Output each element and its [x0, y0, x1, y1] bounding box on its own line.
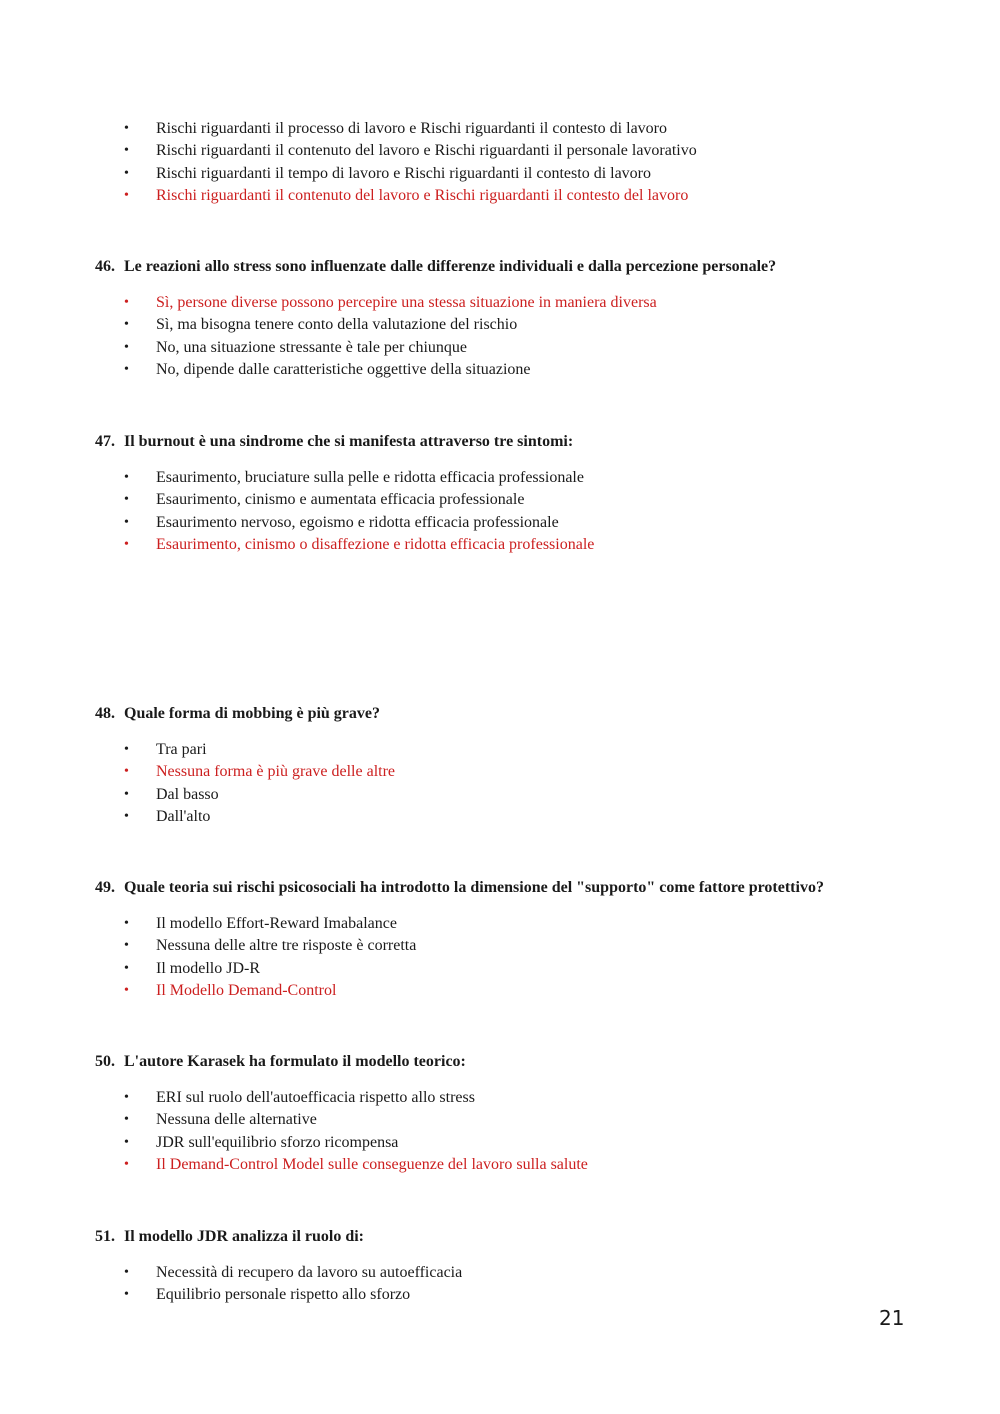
bullet-icon: •	[124, 916, 129, 931]
question-number: 51.	[95, 1228, 115, 1245]
option-item	[0, 163, 1000, 185]
option-text: Rischi riguardanti il processo di lavoro e Rischi riguardanti il contesto di lavoro	[156, 120, 667, 137]
question-text: Quale teoria sui rischi psicosociali ha introdotto la dimensione del "supporto" come fattore protettivo?	[124, 879, 824, 896]
option-text: Esaurimento, bruciature sulla pelle e ridotta efficacia professionale	[156, 469, 584, 486]
option-item	[0, 1132, 1000, 1154]
continued-options-list	[0, 118, 1000, 207]
question-text: L'autore Karasek ha formulato il modello teorico:	[124, 1053, 466, 1070]
bullet-icon: •	[124, 1090, 129, 1105]
option-item	[0, 806, 1000, 828]
option-item	[0, 1109, 1000, 1131]
bullet-icon: •	[124, 187, 129, 203]
question-text: Il modello JDR analizza il ruolo di:	[124, 1228, 364, 1245]
option-item	[0, 913, 1000, 935]
question-number: 49.	[95, 879, 115, 896]
bullet-icon: •	[124, 982, 129, 998]
option-item	[0, 467, 1000, 489]
option-text: Esaurimento nervoso, egoismo e ridotta efficacia professionale	[156, 513, 559, 531]
option-text: Rischi riguardanti il contenuto del lavoro e Rischi riguardanti il personale lavorativo	[156, 142, 697, 160]
bullet-icon: •	[124, 470, 129, 485]
question-title	[0, 1051, 1000, 1073]
bullet-icon: •	[124, 492, 129, 508]
bullet-icon: •	[124, 339, 129, 355]
question-title	[0, 703, 1000, 725]
option-item	[0, 140, 1000, 162]
option-text: Dal basso	[156, 785, 219, 803]
option-item	[0, 935, 1000, 957]
question-46	[0, 256, 1000, 381]
bullet-icon: •	[124, 960, 129, 976]
question-number: 50.	[95, 1053, 115, 1070]
option-text: Sì, persone diverse possono percepire una stessa situazione in maniera diversa	[156, 294, 657, 311]
bullet-icon: •	[124, 1134, 129, 1150]
option-text: Tra pari	[156, 741, 207, 758]
option-item	[0, 1262, 1000, 1284]
option-item-correct	[0, 185, 1000, 207]
option-item	[0, 784, 1000, 806]
bullet-icon: •	[124, 742, 129, 757]
option-text: Dall'alto	[156, 807, 211, 825]
question-number: 47.	[95, 433, 115, 450]
option-item	[0, 512, 1000, 534]
option-text: Nessuna delle alternative	[156, 1111, 317, 1129]
options-list	[0, 739, 1000, 828]
bullet-icon: •	[124, 1112, 129, 1128]
option-item-correct	[0, 534, 1000, 556]
option-item-correct	[0, 761, 1000, 783]
question-title	[0, 877, 1000, 899]
question-title	[0, 431, 1000, 453]
option-text: Nessuna delle altre tre risposte è corretta	[156, 937, 417, 955]
continued-question-block	[0, 118, 1000, 207]
bullet-icon: •	[124, 786, 129, 802]
option-item-correct	[0, 980, 1000, 1002]
option-text: Sì, ma bisogna tenere conto della valutazione del rischio	[156, 316, 518, 334]
question-text: Il burnout è una sindrome che si manifesta attraverso tre sintomi:	[124, 433, 574, 450]
option-item	[0, 1087, 1000, 1109]
option-text: No, dipende dalle caratteristiche oggettive della situazione	[156, 360, 531, 378]
page-number: 21	[879, 1306, 905, 1330]
bullet-icon: •	[124, 121, 129, 136]
option-text: ERI sul ruolo dell'autoefficacia rispetto allo stress	[156, 1089, 475, 1106]
bullet-icon: •	[124, 165, 129, 181]
option-text: JDR sull'equilibrio sforzo ricompensa	[156, 1133, 399, 1151]
option-text: Rischi riguardanti il tempo di lavoro e Rischi riguardanti il contesto di lavoro	[156, 164, 652, 182]
question-50	[0, 1051, 1000, 1176]
question-title	[0, 256, 1000, 278]
option-item	[0, 489, 1000, 511]
option-item	[0, 958, 1000, 980]
option-item	[0, 359, 1000, 381]
bullet-icon: •	[124, 514, 129, 530]
option-item	[0, 337, 1000, 359]
option-text: Nessuna forma è più grave delle altre	[156, 763, 396, 781]
option-text: Il Modello Demand-Control	[156, 981, 337, 999]
option-item	[0, 118, 1000, 140]
option-text: No, una situazione stressante è tale per chiunque	[156, 338, 467, 356]
options-list	[0, 292, 1000, 381]
question-text: Quale forma di mobbing è più grave?	[124, 705, 381, 722]
question-number: 46.	[95, 258, 115, 275]
options-list	[0, 467, 1000, 556]
bullet-icon: •	[124, 361, 129, 377]
question-text: Le reazioni allo stress sono influenzate dalle differenze individuali e dalla percezione personale?	[124, 258, 777, 275]
question-51	[0, 1226, 1000, 1307]
question-48	[0, 703, 1000, 828]
option-item-correct	[0, 1154, 1000, 1176]
question-49	[0, 877, 1000, 1002]
bullet-icon: •	[124, 317, 129, 333]
options-list	[0, 1262, 1000, 1307]
bullet-icon: •	[124, 938, 129, 954]
bullet-icon: •	[124, 536, 129, 552]
bullet-icon: •	[124, 143, 129, 159]
option-text: Necessità di recupero da lavoro su autoefficacia	[156, 1264, 463, 1281]
option-text: Rischi riguardanti il contenuto del lavoro e Rischi riguardanti il contesto del lavoro	[156, 186, 689, 204]
options-list	[0, 1087, 1000, 1176]
bullet-icon: •	[124, 1287, 129, 1303]
option-text: Esaurimento, cinismo o disaffezione e ridotta efficacia professionale	[156, 535, 595, 553]
question-title	[0, 1226, 1000, 1248]
option-item	[0, 739, 1000, 761]
option-item-correct	[0, 292, 1000, 314]
option-text: Il modello JD-R	[156, 959, 260, 977]
bullet-icon: •	[124, 1265, 129, 1280]
bullet-icon: •	[124, 808, 129, 824]
option-text: Esaurimento, cinismo e aumentata efficacia professionale	[156, 491, 525, 509]
option-text: Il Demand-Control Model sulle conseguenze del lavoro sulla salute	[156, 1155, 588, 1173]
option-text: Il modello Effort-Reward Imabalance	[156, 915, 397, 932]
question-number: 48.	[95, 705, 115, 722]
options-list	[0, 913, 1000, 1002]
option-item	[0, 314, 1000, 336]
bullet-icon: •	[124, 764, 129, 780]
option-item	[0, 1284, 1000, 1306]
question-47	[0, 431, 1000, 556]
bullet-icon: •	[124, 1156, 129, 1172]
bullet-icon: •	[124, 295, 129, 310]
option-text: Equilibrio personale rispetto allo sforzo	[156, 1286, 411, 1304]
